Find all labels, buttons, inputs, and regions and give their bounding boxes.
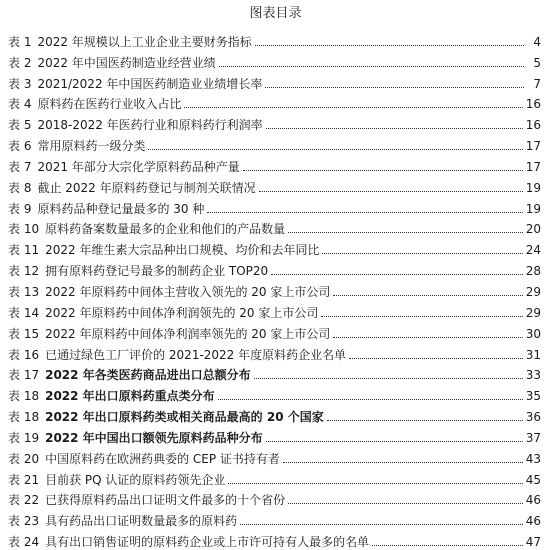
- toc-entry[interactable]: [8, 28, 541, 49]
- toc-dot-leader: [333, 337, 522, 338]
- toc-entry[interactable]: [8, 132, 541, 153]
- toc-entry-number: 表 17: [8, 368, 40, 383]
- toc-dot-leader: [240, 524, 523, 525]
- toc-entry[interactable]: [8, 236, 541, 257]
- toc-entry-page: 16: [525, 97, 541, 112]
- toc-entry-page: 5: [533, 55, 541, 70]
- toc-entry-number: 表 24: [8, 535, 40, 550]
- toc-entry-page: 33: [525, 368, 541, 383]
- toc-entry[interactable]: [8, 362, 541, 383]
- toc-entry-page: 45: [525, 472, 541, 487]
- toc-entry-page: 31: [525, 347, 541, 362]
- toc-entry-label: 2022 年原料药中间体主营收入领先的 20 家上市公司: [45, 284, 331, 299]
- toc-entry[interactable]: [8, 528, 541, 549]
- toc-entry-label: 原料药品种登记量最多的 30 种: [37, 201, 205, 216]
- toc-entry-page: 36: [525, 410, 541, 425]
- toc-dot-leader: [207, 212, 522, 213]
- toc-entry-number: 表 18: [8, 389, 40, 404]
- toc-dot-leader: [265, 87, 524, 88]
- toc-entry-label: 已通过绿色工厂评价的 2021-2022 年度原料药企业名单: [45, 347, 347, 362]
- toc-entry-number: 表 21: [8, 472, 40, 487]
- toc-dot-leader: [219, 66, 524, 67]
- toc-entry-number: 表 5: [8, 118, 32, 133]
- toc-entry-number: 表 10: [8, 222, 40, 237]
- toc-entry-page: 28: [525, 264, 541, 279]
- toc-dot-leader: [321, 316, 522, 317]
- toc-entry[interactable]: [8, 91, 541, 112]
- toc-dot-leader: [266, 128, 523, 129]
- toc-entry-page: 20: [525, 222, 541, 237]
- toc-entry-number: 表 13: [8, 284, 40, 299]
- toc-entry-label: 原料药在医药行业收入占比: [37, 97, 182, 112]
- toc-entry-page: 35: [525, 389, 541, 404]
- toc-entry-page: 7: [533, 76, 541, 91]
- toc-entry-page: 46: [525, 514, 541, 529]
- toc-entry-page: 29: [525, 305, 541, 320]
- toc-dot-leader: [148, 149, 522, 150]
- toc-entry[interactable]: [8, 403, 541, 424]
- toc-entry-number: 表 6: [8, 139, 32, 154]
- toc-entry[interactable]: [8, 445, 541, 466]
- toc-entry-number: 表 18: [8, 410, 40, 425]
- toc-dot-leader: [266, 441, 523, 442]
- toc-dot-leader: [218, 399, 523, 400]
- toc-entry-page: 46: [525, 493, 541, 508]
- toc-dot-leader: [288, 232, 523, 233]
- toc-entry[interactable]: [8, 424, 541, 445]
- toc-entry-page: 4: [533, 34, 541, 49]
- toc-entry[interactable]: [8, 278, 541, 299]
- toc-entry-number: 表 23: [8, 514, 40, 529]
- toc-entry-number: 表 22: [8, 493, 40, 508]
- toc-entry-label: 截止 2022 年原料药登记与制剂关联情况: [37, 180, 256, 195]
- toc-entry[interactable]: [8, 382, 541, 403]
- toc-entry-label: 中国原料药在欧洲药典委的 CEP 证书持有者: [45, 451, 280, 466]
- toc-entry-label: 2021/2022 年中国医药制造业业绩增长率: [37, 76, 263, 91]
- toc-dot-leader: [372, 545, 523, 546]
- toc-entry-label: 2022 年原料药中间体净利润领先的 20 家上市公司: [45, 305, 319, 320]
- toc-entry-label: 2022 年中国出口额领先原料药品种分布: [45, 430, 263, 445]
- toc-entry[interactable]: [8, 341, 541, 362]
- toc-dot-leader: [255, 45, 524, 46]
- toc-dot-leader: [184, 107, 522, 108]
- toc-dot-leader: [228, 483, 522, 484]
- toc-entry-page: 43: [525, 451, 541, 466]
- toc-entry-label: 已获得原料药品出口证明文件最多的十个省份: [45, 493, 286, 508]
- toc-entry[interactable]: [8, 487, 541, 508]
- toc-entry-number: 表 3: [8, 76, 32, 91]
- toc-entry-page: 30: [525, 326, 541, 341]
- toc-entry-number: 表 20: [8, 451, 40, 466]
- toc-entry[interactable]: [8, 216, 541, 237]
- toc-entry-label: 2022 年维生素大宗品种出口规模、均价和去年同比: [45, 243, 320, 258]
- toc-entry-number: 表 14: [8, 305, 40, 320]
- toc-entry-page: 29: [525, 284, 541, 299]
- toc-entry-page: 16: [525, 118, 541, 133]
- toc-entry-number: 表 12: [8, 264, 40, 279]
- toc-dot-leader: [259, 191, 523, 192]
- toc-dot-leader: [283, 462, 523, 463]
- toc-entry-number: 表 8: [8, 180, 32, 195]
- toc-entry-label: 2022 年规模以上工业企业主要财务指标: [37, 34, 252, 49]
- toc-entry[interactable]: [8, 195, 541, 216]
- toc-entry-label: 拥有原料药登记号最多的制药企业 TOP20: [45, 264, 269, 279]
- toc-entry-label: 2022 年原料药中间体净利润率领先的 20 家上市公司: [45, 326, 331, 341]
- toc-entry[interactable]: [8, 466, 541, 487]
- toc-entry-number: 表 1: [8, 34, 32, 49]
- toc-entry-number: 表 9: [8, 201, 32, 216]
- toc-entry-page: 19: [525, 180, 541, 195]
- toc-entry-number: 表 11: [8, 243, 40, 258]
- toc-entry[interactable]: [8, 507, 541, 528]
- toc-entry[interactable]: [8, 153, 541, 174]
- toc-entry[interactable]: [8, 320, 541, 341]
- toc-dot-leader: [271, 274, 523, 275]
- toc-entry-label: 常用原料药一级分类: [37, 139, 146, 154]
- toc-dot-leader: [322, 253, 522, 254]
- toc-entry-page: 24: [525, 243, 541, 258]
- toc-dot-leader: [243, 170, 523, 171]
- toc-entry-label: 2021 年部分大宗化学原料药品种产量: [37, 159, 240, 174]
- toc-entry[interactable]: [8, 299, 541, 320]
- toc-entry[interactable]: [8, 70, 541, 91]
- toc-entry-label: 目前获 PQ 认证的原料药领先企业: [45, 472, 226, 487]
- toc-entry[interactable]: [8, 111, 541, 132]
- toc-entry-label: 具有出口销售证明的原料药企业或上市许可持有人最多的名单: [45, 535, 370, 550]
- toc-entry-label: 2018-2022 年医药行业和原料药行利润率: [37, 118, 263, 133]
- toc-entry-label: 2022 年中国医药制造业经营业绩: [37, 55, 216, 70]
- toc-entry-page: 47: [525, 535, 541, 550]
- toc-entry-number: 表 15: [8, 326, 40, 341]
- toc-entry-page: 19: [525, 201, 541, 216]
- toc-entry-page: 37: [525, 430, 541, 445]
- toc-entry-number: 表 7: [8, 159, 32, 174]
- toc-dot-leader: [254, 378, 523, 379]
- toc-entry-label: 原料药备案数量最多的企业和他们的产品数量: [45, 222, 286, 237]
- toc-entry[interactable]: [8, 174, 541, 195]
- toc-dot-leader: [288, 503, 523, 504]
- toc-entry-page: 17: [525, 139, 541, 154]
- toc-dot-leader: [349, 358, 523, 359]
- toc-entry[interactable]: [8, 257, 541, 278]
- toc-dot-leader: [333, 295, 522, 296]
- toc-entry-number: 表 16: [8, 347, 40, 362]
- toc-entry-number: 表 19: [8, 430, 40, 445]
- toc-entry[interactable]: [8, 49, 541, 70]
- toc-dot-leader: [327, 420, 523, 421]
- toc-entry-number: 表 4: [8, 97, 32, 112]
- toc-title: 图表目录: [249, 6, 302, 21]
- toc-entry-number: 表 2: [8, 55, 32, 70]
- toc-list: [8, 28, 541, 549]
- toc-entry-page: 17: [525, 159, 541, 174]
- toc-entry-label: 2022 年出口原料药重点类分布: [45, 389, 215, 404]
- toc-entry-label: 2022 年出口原料药类或相关商品最高的 20 个国家: [45, 410, 324, 425]
- toc-entry-label: 具有药品出口证明数量最多的原料药: [45, 514, 238, 529]
- toc-entry-label: 2022 年各类医药商品进出口总额分布: [45, 368, 251, 383]
